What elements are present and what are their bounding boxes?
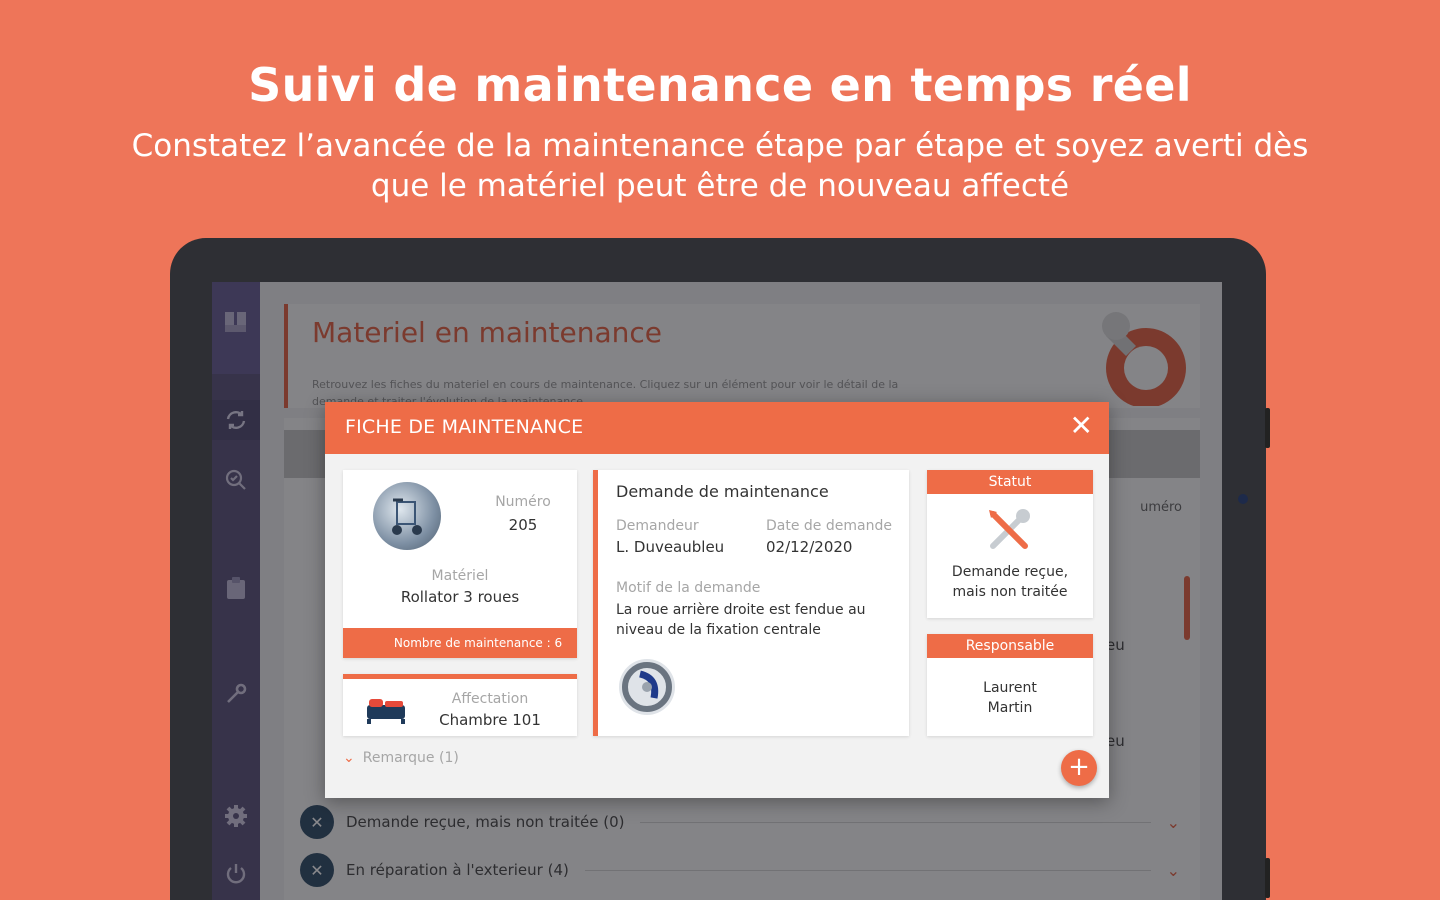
close-icon[interactable]: ✕	[1069, 409, 1093, 442]
assignment-card[interactable]	[343, 674, 577, 736]
request-date-label: Date de demande	[766, 518, 892, 534]
remark-toggle[interactable]	[343, 750, 459, 766]
request-title: Demande de maintenance	[616, 482, 829, 501]
remark-label: Remarque (1)	[362, 750, 459, 766]
request-date-value: 02/12/2020	[766, 538, 853, 556]
assignment-value: Chambre 101	[439, 711, 541, 729]
equipment-photo	[373, 482, 441, 550]
maintenance-count-badge: Nombre de maintenance : 6	[343, 628, 577, 658]
status-card	[927, 470, 1093, 618]
status-value-line: Demande reçue,	[951, 564, 1069, 580]
responsible-label: Responsable	[927, 634, 1093, 658]
reason-label: Motif de la demande	[616, 580, 761, 596]
tools-icon	[985, 506, 1033, 554]
equipment-card[interactable]	[343, 470, 577, 658]
tablet-side-button	[1265, 858, 1270, 898]
wheel-photo[interactable]	[618, 658, 676, 716]
maintenance-modal	[325, 402, 1109, 798]
requester-label: Demandeur	[616, 518, 699, 534]
status-value-line: mais non traitée	[952, 584, 1068, 600]
requester-value: L. Duveaubleu	[616, 538, 725, 556]
reason-value: La roue arrière droite est fendue au niveau de la fixation centrale	[616, 602, 866, 638]
responsible-card[interactable]	[927, 634, 1093, 736]
subline	[0, 126, 1440, 206]
modal-title: FICHE DE MAINTENANCE	[345, 416, 584, 438]
tablet-camera	[1238, 494, 1248, 504]
responsible-value	[927, 678, 1093, 718]
materiel-value: Rollator 3 roues	[400, 588, 520, 606]
headline: Suivi de maintenance en temps réel	[248, 58, 1192, 112]
materiel-label: Matériel	[431, 568, 489, 584]
responsible-last-name: Martin	[987, 700, 1033, 716]
tablet-side-button	[1265, 408, 1270, 448]
responsible-first-name: Laurent	[983, 680, 1037, 696]
chevron-down-icon: ⌄	[343, 750, 355, 766]
bed-icon	[365, 691, 407, 725]
status-label: Statut	[927, 470, 1093, 494]
subline-line-1: Constatez l’avancée de la maintenance étape par étape et soyez averti dès	[131, 128, 1309, 164]
numero-value: 205	[508, 516, 538, 534]
status-value	[927, 562, 1093, 602]
subline-line-2: que le matériel peut être de nouveau affecté	[370, 168, 1070, 204]
assignment-label: Affectation	[451, 691, 529, 707]
modal-header	[325, 402, 1109, 454]
add-button[interactable]: +	[1061, 750, 1097, 786]
numero-label: Numéro	[495, 494, 551, 510]
request-card	[593, 470, 909, 736]
